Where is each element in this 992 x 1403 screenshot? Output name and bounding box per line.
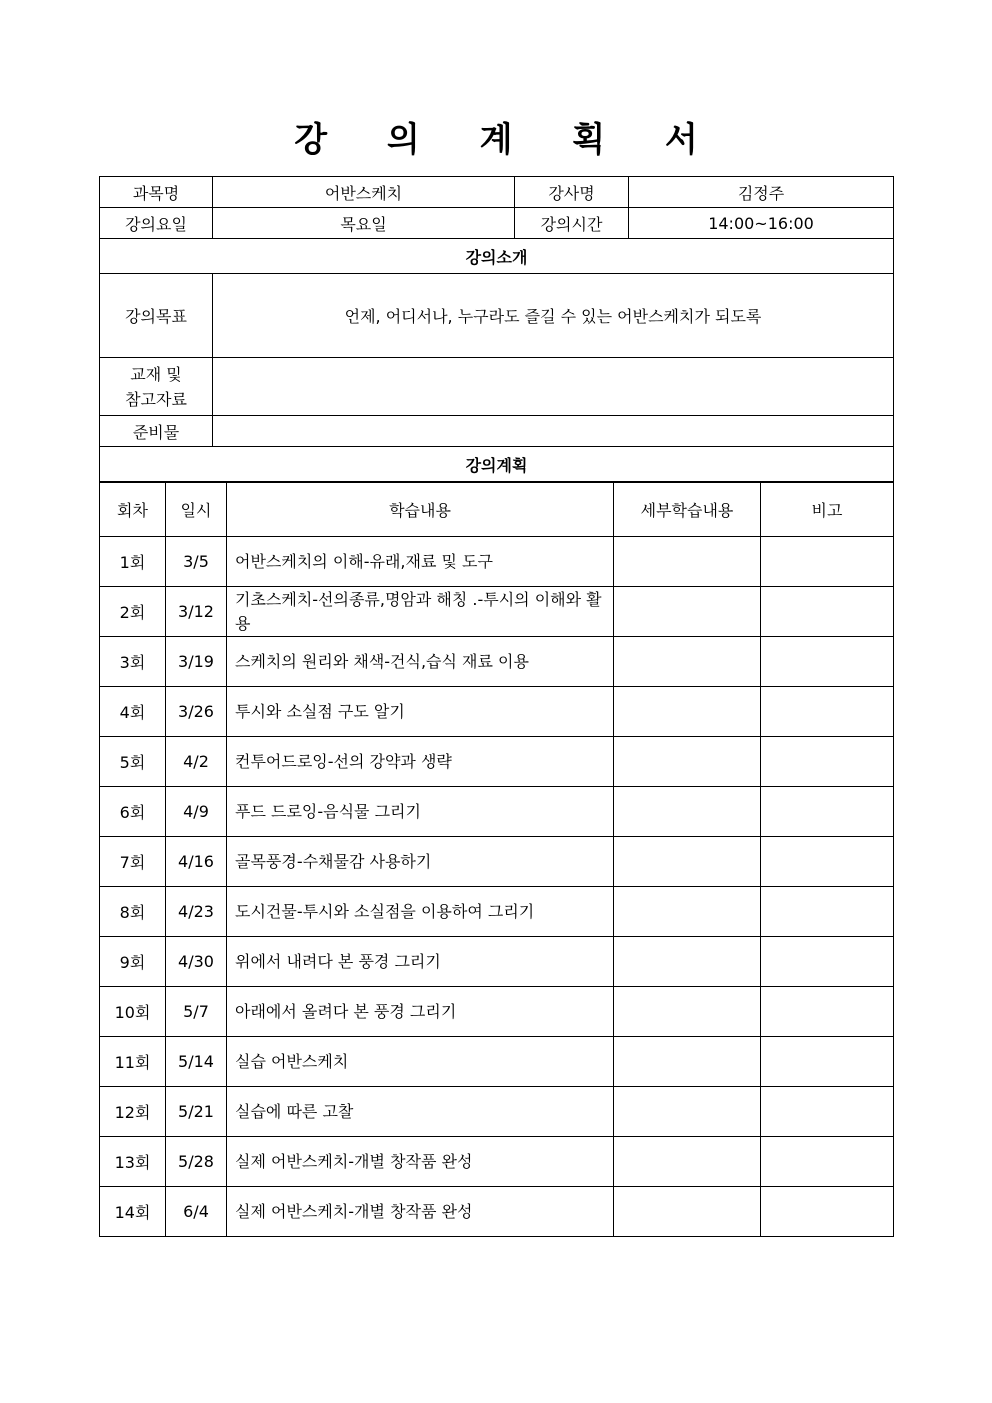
date-cell: 6/4 bbox=[166, 1187, 227, 1237]
date-cell: 4/30 bbox=[166, 937, 227, 987]
detail-cell bbox=[614, 537, 761, 587]
table-row bbox=[100, 1137, 894, 1187]
course-label: 과목명 bbox=[100, 177, 213, 208]
note-cell bbox=[761, 987, 894, 1037]
table-row bbox=[100, 1037, 894, 1087]
date-cell: 5/28 bbox=[166, 1137, 227, 1187]
note-cell bbox=[761, 937, 894, 987]
textbook-value bbox=[213, 358, 894, 416]
session-cell: 2회 bbox=[100, 587, 166, 637]
detail-cell bbox=[614, 787, 761, 837]
session-cell: 12회 bbox=[100, 1087, 166, 1137]
date-cell: 5/14 bbox=[166, 1037, 227, 1087]
session-cell: 11회 bbox=[100, 1037, 166, 1087]
course-info-table bbox=[99, 176, 894, 482]
header-date: 일시 bbox=[166, 483, 227, 537]
table-row bbox=[100, 687, 894, 737]
content-cell: 도시건물-투시와 소실점을 이용하여 그리기 bbox=[227, 887, 614, 937]
content-cell: 푸드 드로잉-음식물 그리기 bbox=[227, 787, 614, 837]
detail-cell bbox=[614, 1037, 761, 1087]
supplies-label: 준비물 bbox=[100, 416, 213, 447]
textbook-label bbox=[100, 358, 213, 416]
course-value: 어반스케치 bbox=[213, 177, 515, 208]
goal-value: 언제, 어디서나, 누구라도 즐길 수 있는 어반스케치가 되도록 bbox=[213, 274, 894, 358]
detail-cell bbox=[614, 887, 761, 937]
header-content: 학습내용 bbox=[227, 483, 614, 537]
note-cell bbox=[761, 787, 894, 837]
instructor-value: 김정주 bbox=[629, 177, 894, 208]
date-cell: 5/21 bbox=[166, 1087, 227, 1137]
table-row bbox=[100, 887, 894, 937]
time-value: 14:00~16:00 bbox=[629, 208, 894, 239]
note-cell bbox=[761, 537, 894, 587]
textbook-label-line1: 교재 및 bbox=[130, 364, 182, 384]
date-cell: 5/7 bbox=[166, 987, 227, 1037]
detail-cell bbox=[614, 1137, 761, 1187]
detail-cell bbox=[614, 687, 761, 737]
lecture-plan-table bbox=[99, 482, 894, 1237]
note-cell bbox=[761, 637, 894, 687]
content-cell: 어반스케치의 이해-유래,재료 및 도구 bbox=[227, 537, 614, 587]
content-cell: 위에서 내려다 본 풍경 그리기 bbox=[227, 937, 614, 987]
date-cell: 4/16 bbox=[166, 837, 227, 887]
session-cell: 5회 bbox=[100, 737, 166, 787]
time-label: 강의시간 bbox=[515, 208, 629, 239]
table-row bbox=[100, 787, 894, 837]
session-cell: 7회 bbox=[100, 837, 166, 887]
detail-cell bbox=[614, 937, 761, 987]
note-cell bbox=[761, 1037, 894, 1087]
session-cell: 6회 bbox=[100, 787, 166, 837]
session-cell: 14회 bbox=[100, 1187, 166, 1237]
detail-cell bbox=[614, 1187, 761, 1237]
date-cell: 3/5 bbox=[166, 537, 227, 587]
table-row bbox=[100, 637, 894, 687]
content-cell: 아래에서 올려다 본 풍경 그리기 bbox=[227, 987, 614, 1037]
content-cell: 실습에 따른 고찰 bbox=[227, 1087, 614, 1137]
day-label: 강의요일 bbox=[100, 208, 213, 239]
detail-cell bbox=[614, 1087, 761, 1137]
intro-section-header: 강의소개 bbox=[100, 239, 894, 274]
content-cell: 기초스케치-선의종류,명암과 해칭 .-투시의 이해와 활용 bbox=[227, 587, 614, 637]
plan-header-row bbox=[100, 483, 894, 537]
table-row bbox=[100, 1087, 894, 1137]
date-cell: 4/23 bbox=[166, 887, 227, 937]
note-cell bbox=[761, 737, 894, 787]
note-cell bbox=[761, 1137, 894, 1187]
date-cell: 3/19 bbox=[166, 637, 227, 687]
session-cell: 1회 bbox=[100, 537, 166, 587]
session-cell: 10회 bbox=[100, 987, 166, 1037]
date-cell: 3/12 bbox=[166, 587, 227, 637]
session-cell: 4회 bbox=[100, 687, 166, 737]
date-cell: 4/2 bbox=[166, 737, 227, 787]
content-cell: 컨투어드로잉-선의 강약과 생략 bbox=[227, 737, 614, 787]
table-row bbox=[100, 937, 894, 987]
note-cell bbox=[761, 887, 894, 937]
header-detail: 세부학습내용 bbox=[614, 483, 761, 537]
table-row bbox=[100, 1187, 894, 1237]
date-cell: 4/9 bbox=[166, 787, 227, 837]
table-row bbox=[100, 837, 894, 887]
date-cell: 3/26 bbox=[166, 687, 227, 737]
goal-label: 강의목표 bbox=[100, 274, 213, 358]
page-title: 강 의 계 획 서 bbox=[294, 120, 722, 160]
note-cell bbox=[761, 1187, 894, 1237]
header-note: 비고 bbox=[761, 483, 894, 537]
session-cell: 13회 bbox=[100, 1137, 166, 1187]
note-cell bbox=[761, 587, 894, 637]
detail-cell bbox=[614, 587, 761, 637]
header-session: 회차 bbox=[100, 483, 166, 537]
plan-section-header: 강의계획 bbox=[100, 447, 894, 482]
supplies-value bbox=[213, 416, 894, 447]
table-row bbox=[100, 987, 894, 1037]
day-value: 목요일 bbox=[213, 208, 515, 239]
table-row bbox=[100, 737, 894, 787]
content-cell: 스케치의 원리와 채색-건식,습식 재료 이용 bbox=[227, 637, 614, 687]
textbook-label-line2: 참고자료 bbox=[125, 389, 187, 409]
table-row bbox=[100, 587, 894, 637]
detail-cell bbox=[614, 737, 761, 787]
instructor-label: 강사명 bbox=[515, 177, 629, 208]
table-row bbox=[100, 537, 894, 587]
note-cell bbox=[761, 837, 894, 887]
session-cell: 3회 bbox=[100, 637, 166, 687]
content-cell: 실제 어반스케치-개별 창작품 완성 bbox=[227, 1187, 614, 1237]
session-cell: 9회 bbox=[100, 937, 166, 987]
content-cell: 실제 어반스케치-개별 창작품 완성 bbox=[227, 1137, 614, 1187]
content-cell: 골목풍경-수채물감 사용하기 bbox=[227, 837, 614, 887]
content-cell: 실습 어반스케치 bbox=[227, 1037, 614, 1087]
note-cell bbox=[761, 1087, 894, 1137]
detail-cell bbox=[614, 837, 761, 887]
detail-cell bbox=[614, 987, 761, 1037]
note-cell bbox=[761, 687, 894, 737]
content-cell: 투시와 소실점 구도 알기 bbox=[227, 687, 614, 737]
session-cell: 8회 bbox=[100, 887, 166, 937]
detail-cell bbox=[614, 637, 761, 687]
